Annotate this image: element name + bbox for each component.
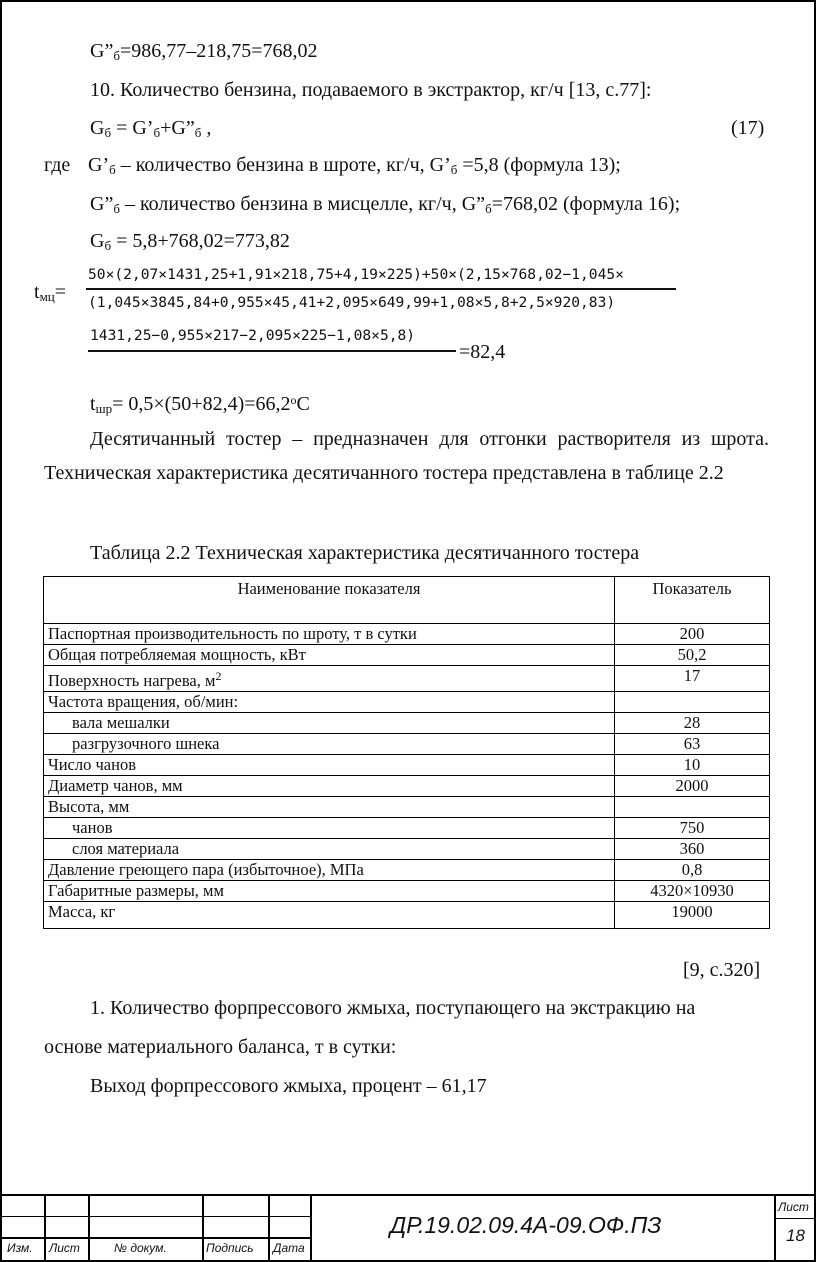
stamp-label-sign: Подпись (206, 1241, 254, 1255)
row-name: чанов (44, 818, 615, 839)
header-name: Наименование показателя (44, 577, 615, 624)
tmc-a: t (34, 281, 40, 303)
fraction-numerator-1: 50×(2,07×1431,25+1,91×218,75+4,19×225)+50×(2,15×768,02−1,045× (88, 266, 624, 283)
row-value (615, 692, 770, 713)
tshr-line (90, 388, 310, 421)
row-value: 17 (615, 666, 770, 692)
gb-lhs: G (90, 117, 105, 139)
stamp-label-sheet: Лист (49, 1241, 80, 1255)
gb-plus: +G” (160, 117, 195, 139)
row-value: 0,8 (615, 860, 770, 881)
table-row (44, 734, 770, 755)
row-name: слоя материала (44, 839, 615, 860)
def1-b: – количество бензина в шроте, кг/ч, G’ (115, 154, 451, 176)
g2-calc: =986,77–218,75=768,02 (119, 40, 318, 62)
gb-tail: , (201, 117, 212, 139)
table-row (44, 645, 770, 666)
table-row (44, 818, 770, 839)
item-1-line-1: 1. Количество форпрессового жмыха, поступающего на экстракцию на (90, 997, 696, 1019)
row-name: Общая потребляемая мощность, кВт (44, 645, 615, 666)
fraction-denominator-1: (1,045×3845,84+0,955×45,41+2,095×649,99+1,08×5,8+2,5×920,83) (88, 294, 616, 311)
stamp-label-doc: № докум. (114, 1241, 167, 1255)
gb-eq: = G’ (111, 117, 154, 139)
table-row (44, 881, 770, 902)
table-row (44, 713, 770, 734)
tmc-label (34, 280, 66, 309)
stamp-divider (88, 1196, 90, 1262)
toaster-paragraph-end: таблице 2.2 (625, 462, 724, 484)
row-value: 2000 (615, 776, 770, 797)
def2-sub: б (113, 201, 120, 216)
row-value: 19000 (615, 902, 770, 929)
row-value: 28 (615, 713, 770, 734)
gb-result (90, 229, 290, 258)
row-name: Число чанов (44, 755, 615, 776)
table-row (44, 860, 770, 881)
toaster-paragraph (44, 422, 769, 490)
def2-c: =768,02 (формула 16); (491, 193, 681, 215)
stamp-divider (202, 1196, 204, 1262)
tshr-sup: о (290, 393, 297, 407)
stamp-label-date: Дата (273, 1241, 305, 1255)
g2-calc-line (90, 39, 318, 68)
table-header-row (44, 577, 770, 624)
g2-label: G” (90, 40, 114, 62)
fraction-bar-1 (86, 288, 676, 290)
stamp-row-line (2, 1237, 310, 1239)
row-value: 10 (615, 755, 770, 776)
row-value: 63 (615, 734, 770, 755)
row-name: Габаритные размеры, мм (44, 881, 615, 902)
item-10-heading: 10. Количество бензина, подаваемого в экстрактор, кг/ч [13, с.77]: (90, 79, 652, 101)
table-caption: Таблица 2.2 Техническая характеристика десятичанного тостера (90, 542, 640, 564)
tshr-b: = 0,5×(50+82,4)=66,2 (112, 393, 291, 415)
stamp-divider (268, 1196, 270, 1262)
gb2-a: G (90, 230, 105, 252)
row-name: Давление греющего пара (избыточное), МПа (44, 860, 615, 881)
gb2-b: = 5,8+768,02=773,82 (111, 230, 290, 252)
table-row (44, 776, 770, 797)
fraction-bar-2 (88, 350, 456, 352)
definition-g2 (90, 192, 680, 221)
def2-a: G” (90, 193, 114, 215)
row-name: Поверхность нагрева, м (48, 671, 216, 690)
definition-g1 (88, 153, 621, 182)
def2-sub2: б (485, 201, 492, 216)
tshr-sub: шр (95, 401, 113, 416)
row-value: 200 (615, 624, 770, 645)
row-value: 50,2 (615, 645, 770, 666)
tshr-a: t (90, 393, 96, 415)
row-name: разгрузочного шнека (44, 734, 615, 755)
def1-a: G’ (88, 154, 110, 176)
row-name: вала мешалки (44, 713, 615, 734)
row-value: 360 (615, 839, 770, 860)
table-row (44, 902, 770, 929)
header-value: Показатель (615, 577, 770, 624)
def2-b: – количество бензина в мисцелле, кг/ч, G” (119, 193, 486, 215)
equation-number: (17) (731, 117, 765, 139)
row-value (615, 797, 770, 818)
formula-17 (90, 116, 211, 145)
row-value: 4320×10930 (615, 881, 770, 902)
row-name: Частота вращения, об/мин: (44, 692, 615, 713)
row-name: Паспортная производительность по шроту, т в сутки (44, 624, 615, 645)
g2-sub: б (113, 48, 120, 63)
source-reference: [9, с.320] (683, 959, 761, 981)
stamp-row-line (2, 1216, 310, 1217)
tmc-sub: мц (39, 289, 55, 304)
row-name: Масса, кг (44, 902, 615, 929)
def1-sub: б (109, 162, 116, 177)
gb-mid-sub: б (153, 125, 161, 140)
row-name: Высота, мм (44, 797, 615, 818)
yield-line: Выход форпрессового жмыха, процент – 61,17 (90, 1075, 487, 1097)
row-sup: 2 (215, 669, 222, 683)
spec-table (43, 576, 770, 929)
gb2-sub: б (104, 238, 112, 253)
table-row (44, 692, 770, 713)
fraction-numerator-2: 1431,25−0,955×217−2,095×225−1,08×5,8) (90, 327, 416, 344)
gb-lhs-sub: б (104, 125, 112, 140)
tmc-eq: = (54, 281, 67, 303)
stamp-label-change: Изм. (7, 1241, 33, 1255)
table-row (44, 797, 770, 818)
fraction-result: =82,4 (459, 341, 506, 363)
page-number: 18 (786, 1226, 805, 1245)
row-name: Диаметр чанов, мм (44, 776, 615, 797)
def1-sub2: б (450, 162, 458, 177)
stamp-divider (310, 1196, 312, 1262)
table-row (44, 839, 770, 860)
table-row (44, 755, 770, 776)
document-number: ДР.19.02.09.4А-09.ОФ.ПЗ (390, 1212, 662, 1238)
def1-c: =5,8 (формула 13); (457, 154, 621, 176)
gb-end-sub: б (194, 125, 202, 140)
stamp-divider (774, 1196, 776, 1262)
tshr-c: С (296, 393, 310, 415)
item-1-line-2: основе материального баланса, т в сутки: (44, 1036, 397, 1058)
toaster-paragraph-text: Десятичанный тостер – предназначен для отгонки растворителя из шрота. Техническая характеристика десятичанного тостера представлена в (44, 428, 769, 484)
table-row (44, 624, 770, 645)
row-value: 750 (615, 818, 770, 839)
stamp-row-line (774, 1218, 814, 1219)
where-label: где (44, 154, 71, 176)
table-row (44, 666, 770, 692)
sheet-label: Лист (778, 1200, 809, 1214)
stamp-divider (44, 1196, 46, 1262)
row-name-cell (44, 666, 615, 692)
